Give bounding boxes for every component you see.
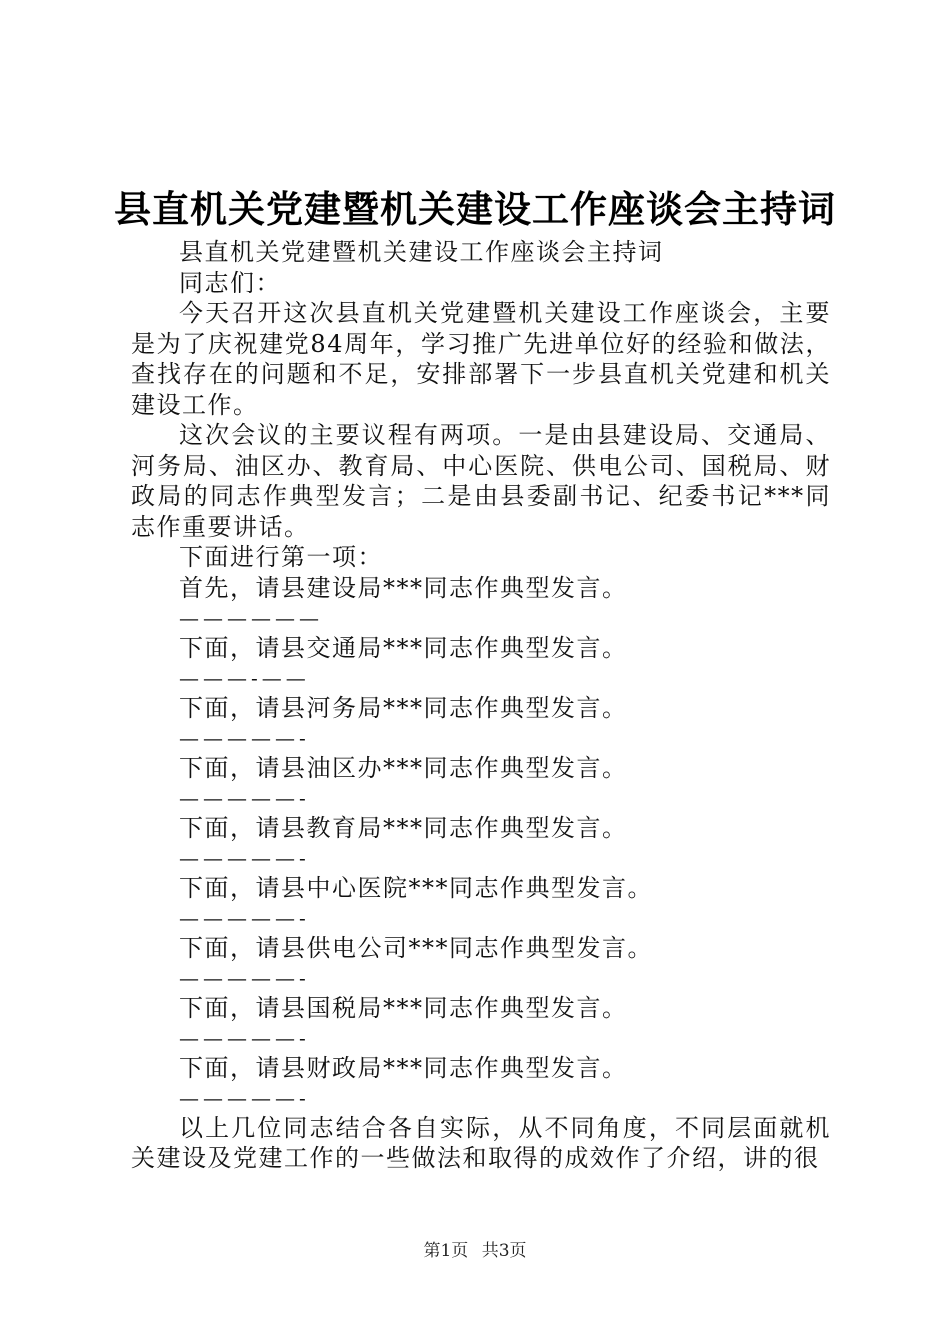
speech-item: 下面，请县供电公司***同志作典型发言。	[179, 933, 653, 962]
paragraph-1: 今天召开这次县直机关党建暨机关建设工作座谈会，主要是为了庆祝建党84周年，学习推广先进单位好的经验和做法，查找存在的问题和不足，安排部署下一步县直机关党建和机关建设工作。	[131, 299, 831, 419]
separator-dashes: —————-	[179, 1025, 310, 1050]
separator-dashes: ——————	[179, 605, 323, 630]
separator-dashes: ———-——	[179, 665, 310, 690]
speech-item: 下面，请县中心医院***同志作典型发言。	[179, 873, 653, 902]
speech-item: 下面，请县交通局***同志作典型发言。	[179, 633, 628, 662]
separator-dashes: —————-	[179, 845, 310, 870]
page-footer	[0, 1240, 950, 1262]
separator-dashes: —————-	[179, 905, 310, 930]
speech-item: 下面，请县财政局***同志作典型发言。	[179, 1053, 628, 1082]
speech-item: 首先，请县建设局***同志作典型发言。	[179, 573, 628, 602]
speech-item: 下面，请县河务局***同志作典型发言。	[179, 693, 628, 722]
document-body	[131, 237, 831, 1174]
separator-dashes: —————-	[179, 965, 310, 990]
paragraph-3: 以上几位同志结合各自实际，从不同角度，不同层面就机关建设及党建工作的一些做法和取得的成效作了介绍，讲的很	[131, 1113, 831, 1172]
paragraph-2: 这次会议的主要议程有两项。一是由县建设局、交通局、河务局、油区办、教育局、中心医院、供电公司、国税局、财政局的同志作典型发言；二是由县委副书记、纪委书记***同志作重要讲话。	[131, 421, 831, 541]
page-number-total: 共3页	[481, 1241, 527, 1261]
document-title: 县直机关党建暨机关建设工作座谈会主持词	[114, 187, 836, 231]
greeting: 同志们：	[179, 268, 281, 297]
speech-item: 下面，请县教育局***同志作典型发言。	[179, 813, 628, 842]
speech-list	[131, 573, 831, 1113]
page-number-current: 第1页	[423, 1241, 469, 1261]
separator-dashes: —————-	[179, 1085, 310, 1110]
speech-item: 下面，请县油区办***同志作典型发言。	[179, 753, 628, 782]
agenda-intro: 下面进行第一项：	[179, 543, 383, 571]
document-subtitle: 县直机关党建暨机关建设工作座谈会主持词	[179, 238, 664, 266]
speech-item: 下面，请县国税局***同志作典型发言。	[179, 993, 628, 1022]
separator-dashes: —————-	[179, 785, 310, 810]
separator-dashes: —————-	[179, 725, 310, 750]
